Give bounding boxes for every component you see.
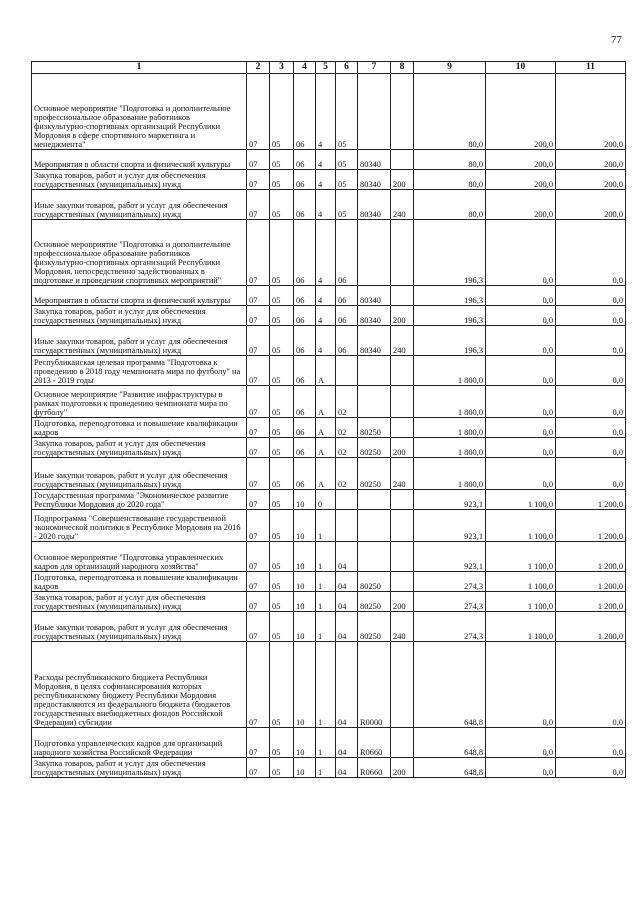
code-event: 06 <box>336 220 358 286</box>
code-direction: 80340 <box>358 150 391 170</box>
amount-year-1: 274,3 <box>414 572 486 592</box>
table-row <box>32 438 626 458</box>
amount-year-3: 1 200,0 <box>556 572 626 592</box>
amount-year-3: 0,0 <box>556 418 626 438</box>
amount-year-3: 200,0 <box>556 170 626 190</box>
code-ministry: 07 <box>247 758 270 778</box>
code-event: 05 <box>336 74 358 150</box>
amount-year-3: 0,0 <box>556 356 626 386</box>
code-program: 1 <box>316 728 336 758</box>
code-section: 05 <box>270 326 294 356</box>
code-section: 05 <box>270 728 294 758</box>
amount-year-2: 1 100,0 <box>486 510 556 542</box>
row-name: Мероприятия в области спорта и физической культуры <box>32 150 247 170</box>
amount-year-1: 1 800,0 <box>414 356 486 386</box>
amount-year-2: 0,0 <box>486 728 556 758</box>
amount-year-3: 200,0 <box>556 150 626 170</box>
code-direction: 80340 <box>358 306 391 326</box>
code-direction <box>358 510 391 542</box>
code-program: 1 <box>316 612 336 642</box>
code-program: 4 <box>316 190 336 220</box>
code-ministry: 07 <box>247 510 270 542</box>
amount-year-2: 0,0 <box>486 458 556 490</box>
code-section: 05 <box>270 220 294 286</box>
code-ministry: 07 <box>247 326 270 356</box>
col-header: 8 <box>391 62 414 74</box>
row-name: Закупка товаров, работ и услуг для обеспечения государственных (муниципальных) нужд <box>32 592 247 612</box>
amount-year-3: 0,0 <box>556 642 626 728</box>
code-subsection: 06 <box>294 306 316 326</box>
code-subsection: 06 <box>294 220 316 286</box>
amount-year-3: 1 200,0 <box>556 612 626 642</box>
code-program: 1 <box>316 542 336 572</box>
amount-year-3: 0,0 <box>556 286 626 306</box>
code-event: 05 <box>336 170 358 190</box>
code-ministry: 07 <box>247 572 270 592</box>
row-name: Подготовка управленческих кадров для организаций народного хозяйства Российской Федерации <box>32 728 247 758</box>
amount-year-1: 1 800,0 <box>414 386 486 418</box>
code-expense-type <box>391 150 414 170</box>
code-expense-type <box>391 542 414 572</box>
amount-year-1: 80,0 <box>414 74 486 150</box>
amount-year-2: 1 100,0 <box>486 592 556 612</box>
code-expense-type <box>391 642 414 728</box>
code-subsection: 06 <box>294 356 316 386</box>
row-name: Подготовка, переподготовка и повышение квалификации кадров <box>32 418 247 438</box>
table-body <box>32 74 626 778</box>
code-direction <box>358 490 391 510</box>
code-section: 05 <box>270 190 294 220</box>
code-subsection: 06 <box>294 326 316 356</box>
table-row <box>32 220 626 286</box>
code-ministry: 07 <box>247 170 270 190</box>
amount-year-2: 200,0 <box>486 150 556 170</box>
code-ministry: 07 <box>247 728 270 758</box>
code-expense-type: 200 <box>391 758 414 778</box>
amount-year-1: 923,1 <box>414 490 486 510</box>
code-ministry: 07 <box>247 220 270 286</box>
code-section: 05 <box>270 418 294 438</box>
table-row <box>32 758 626 778</box>
amount-year-2: 1 100,0 <box>486 490 556 510</box>
table-row <box>32 326 626 356</box>
code-expense-type <box>391 418 414 438</box>
amount-year-1: 196,3 <box>414 286 486 306</box>
row-name: Иные закупки товаров, работ и услуг для обеспечения государственных (муниципальных) нужд <box>32 458 247 490</box>
table-row <box>32 572 626 592</box>
code-program: 4 <box>316 220 336 286</box>
code-subsection: 06 <box>294 74 316 150</box>
amount-year-1: 196,3 <box>414 306 486 326</box>
code-event: 02 <box>336 438 358 458</box>
code-expense-type: 200 <box>391 438 414 458</box>
amount-year-2: 200,0 <box>486 170 556 190</box>
code-direction: 80250 <box>358 592 391 612</box>
code-program: А <box>316 458 336 490</box>
code-subsection: 10 <box>294 728 316 758</box>
table-row <box>32 74 626 150</box>
code-event: 04 <box>336 758 358 778</box>
code-event: 05 <box>336 150 358 170</box>
code-expense-type: 240 <box>391 458 414 490</box>
code-program: А <box>316 386 336 418</box>
amount-year-1: 648,8 <box>414 728 486 758</box>
code-subsection: 10 <box>294 612 316 642</box>
code-subsection: 06 <box>294 286 316 306</box>
table-row <box>32 306 626 326</box>
amount-year-1: 923,1 <box>414 510 486 542</box>
amount-year-2: 0,0 <box>486 326 556 356</box>
col-header: 6 <box>336 62 358 74</box>
code-subsection: 06 <box>294 438 316 458</box>
code-expense-type: 200 <box>391 306 414 326</box>
code-event <box>336 510 358 542</box>
row-name: Закупка товаров, работ и услуг для обеспечения государственных (муниципальных) нужд <box>32 170 247 190</box>
row-name: Государственная программа "Экономическое развитие Республики Мордовия до 2020 года" <box>32 490 247 510</box>
code-ministry: 07 <box>247 150 270 170</box>
table-row <box>32 642 626 728</box>
code-event: 04 <box>336 592 358 612</box>
code-expense-type <box>391 572 414 592</box>
code-expense-type <box>391 74 414 150</box>
code-ministry: 07 <box>247 592 270 612</box>
amount-year-3: 0,0 <box>556 438 626 458</box>
table-row <box>32 490 626 510</box>
code-subsection: 10 <box>294 510 316 542</box>
row-name: Иные закупки товаров, работ и услуг для обеспечения государственных (муниципальных) нужд <box>32 190 247 220</box>
table-row <box>32 150 626 170</box>
amount-year-3: 1 200,0 <box>556 510 626 542</box>
code-subsection: 06 <box>294 418 316 438</box>
code-section: 05 <box>270 612 294 642</box>
code-program: 1 <box>316 642 336 728</box>
code-ministry: 07 <box>247 642 270 728</box>
amount-year-1: 648,8 <box>414 642 486 728</box>
code-event: 02 <box>336 458 358 490</box>
code-expense-type <box>391 220 414 286</box>
code-direction <box>358 220 391 286</box>
code-expense-type <box>391 728 414 758</box>
row-name: Подготовка, переподготовка и повышение квалификации кадров <box>32 572 247 592</box>
amount-year-2: 200,0 <box>486 190 556 220</box>
amount-year-3: 0,0 <box>556 306 626 326</box>
code-direction: R0660 <box>358 758 391 778</box>
table-row <box>32 286 626 306</box>
code-section: 05 <box>270 170 294 190</box>
code-expense-type <box>391 286 414 306</box>
code-subsection: 10 <box>294 542 316 572</box>
code-program: 4 <box>316 306 336 326</box>
code-ministry: 07 <box>247 74 270 150</box>
amount-year-1: 1 800,0 <box>414 458 486 490</box>
code-subsection: 10 <box>294 490 316 510</box>
amount-year-2: 200,0 <box>486 74 556 150</box>
code-section: 05 <box>270 592 294 612</box>
code-ministry: 07 <box>247 386 270 418</box>
amount-year-3: 0,0 <box>556 728 626 758</box>
code-section: 05 <box>270 386 294 418</box>
code-event: 04 <box>336 542 358 572</box>
row-name: Закупка товаров, работ и услуг для обеспечения государственных (муниципальных) нужд <box>32 758 247 778</box>
code-subsection: 10 <box>294 572 316 592</box>
code-expense-type: 240 <box>391 612 414 642</box>
code-event: 06 <box>336 286 358 306</box>
code-subsection: 06 <box>294 190 316 220</box>
code-direction <box>358 74 391 150</box>
amount-year-3: 1 200,0 <box>556 490 626 510</box>
amount-year-1: 80,0 <box>414 170 486 190</box>
code-expense-type: 200 <box>391 170 414 190</box>
code-ministry: 07 <box>247 356 270 386</box>
code-ministry: 07 <box>247 306 270 326</box>
row-name: Иные закупки товаров, работ и услуг для обеспечения государственных (муниципальных) нужд <box>32 326 247 356</box>
code-ministry: 07 <box>247 458 270 490</box>
code-expense-type: 200 <box>391 592 414 612</box>
amount-year-1: 1 800,0 <box>414 438 486 458</box>
code-event <box>336 490 358 510</box>
code-program: 4 <box>316 170 336 190</box>
amount-year-1: 196,3 <box>414 326 486 356</box>
code-expense-type: 240 <box>391 326 414 356</box>
code-subsection: 06 <box>294 150 316 170</box>
code-direction: R0000 <box>358 642 391 728</box>
col-header: 7 <box>358 62 391 74</box>
code-direction: 80250 <box>358 438 391 458</box>
row-name: Основное мероприятие "Подготовка и дополнительное профессиональное образование работников физкультурно-спортивных организаций Республики Мордовия в сфере спортивного маркетинга и менеджмента" <box>32 74 247 150</box>
code-event: 04 <box>336 728 358 758</box>
amount-year-3: 1 200,0 <box>556 542 626 572</box>
code-section: 05 <box>270 458 294 490</box>
col-header: 11 <box>556 62 626 74</box>
code-section: 05 <box>270 542 294 572</box>
code-section: 05 <box>270 356 294 386</box>
amount-year-2: 0,0 <box>486 642 556 728</box>
code-subsection: 06 <box>294 170 316 190</box>
table-row <box>32 386 626 418</box>
code-section: 05 <box>270 642 294 728</box>
code-ministry: 07 <box>247 490 270 510</box>
code-section: 05 <box>270 74 294 150</box>
col-header: 10 <box>486 62 556 74</box>
code-direction <box>358 542 391 572</box>
code-program: 4 <box>316 74 336 150</box>
code-event: 06 <box>336 306 358 326</box>
row-name: Закупка товаров, работ и услуг для обеспечения государственных (муниципальных) нужд <box>32 306 247 326</box>
col-header: 3 <box>270 62 294 74</box>
code-event: 02 <box>336 418 358 438</box>
code-section: 05 <box>270 510 294 542</box>
amount-year-3: 0,0 <box>556 758 626 778</box>
code-expense-type <box>391 490 414 510</box>
col-header: 4 <box>294 62 316 74</box>
amount-year-3: 0,0 <box>556 458 626 490</box>
code-expense-type <box>391 510 414 542</box>
code-event: 02 <box>336 386 358 418</box>
code-subsection: 10 <box>294 642 316 728</box>
code-event: 04 <box>336 612 358 642</box>
code-direction: R0660 <box>358 728 391 758</box>
row-name: Иные закупки товаров, работ и услуг для обеспечения государственных (муниципальных) нужд <box>32 612 247 642</box>
amount-year-2: 0,0 <box>486 438 556 458</box>
code-program: 4 <box>316 286 336 306</box>
table-row <box>32 542 626 572</box>
amount-year-2: 0,0 <box>486 356 556 386</box>
amount-year-2: 0,0 <box>486 306 556 326</box>
header-row <box>32 62 626 74</box>
amount-year-3: 0,0 <box>556 326 626 356</box>
code-direction: 80250 <box>358 612 391 642</box>
code-ministry: 07 <box>247 438 270 458</box>
code-ministry: 07 <box>247 190 270 220</box>
code-ministry: 07 <box>247 286 270 306</box>
code-event <box>336 356 358 386</box>
code-program: А <box>316 438 336 458</box>
amount-year-2: 1 100,0 <box>486 612 556 642</box>
code-section: 05 <box>270 306 294 326</box>
code-direction: 80340 <box>358 170 391 190</box>
code-ministry: 07 <box>247 542 270 572</box>
row-name: Закупка товаров, работ и услуг для обеспечения государственных (муниципальных) нужд <box>32 438 247 458</box>
table-row <box>32 458 626 490</box>
amount-year-3: 1 200,0 <box>556 592 626 612</box>
row-name: Основное мероприятие "Развитие инфраструктуры в рамках подготовки к проведению чемпионата мира по футболу" <box>32 386 247 418</box>
col-header: 2 <box>247 62 270 74</box>
table-row <box>32 728 626 758</box>
col-header: 5 <box>316 62 336 74</box>
table-row <box>32 418 626 438</box>
code-section: 05 <box>270 438 294 458</box>
code-direction: 80340 <box>358 326 391 356</box>
code-direction <box>358 386 391 418</box>
row-name: Республиканская целевая программа "Подготовка к проведению в 2018 году чемпионата мира по футболу" на 2013 - 2019 годы <box>32 356 247 386</box>
amount-year-3: 0,0 <box>556 386 626 418</box>
code-expense-type: 240 <box>391 190 414 220</box>
code-direction: 80340 <box>358 190 391 220</box>
code-ministry: 07 <box>247 612 270 642</box>
amount-year-1: 274,3 <box>414 592 486 612</box>
amount-year-3: 200,0 <box>556 74 626 150</box>
code-section: 05 <box>270 150 294 170</box>
code-direction: 80250 <box>358 458 391 490</box>
code-section: 05 <box>270 572 294 592</box>
code-event: 05 <box>336 190 358 220</box>
code-program: 1 <box>316 572 336 592</box>
code-section: 05 <box>270 286 294 306</box>
code-subsection: 10 <box>294 592 316 612</box>
page-number: 77 <box>611 34 622 46</box>
table-row <box>32 356 626 386</box>
amount-year-3: 200,0 <box>556 190 626 220</box>
code-subsection: 06 <box>294 386 316 418</box>
amount-year-2: 0,0 <box>486 286 556 306</box>
code-ministry: 07 <box>247 418 270 438</box>
amount-year-1: 648,8 <box>414 758 486 778</box>
amount-year-1: 196,3 <box>414 220 486 286</box>
code-direction: 80250 <box>358 418 391 438</box>
table-row <box>32 170 626 190</box>
amount-year-2: 1 100,0 <box>486 572 556 592</box>
amount-year-1: 80,0 <box>414 150 486 170</box>
code-program: 4 <box>316 326 336 356</box>
col-header: 1 <box>32 62 247 74</box>
row-name: Мероприятия в области спорта и физической культуры <box>32 286 247 306</box>
code-program: 1 <box>316 510 336 542</box>
code-subsection: 10 <box>294 758 316 778</box>
code-direction: 80340 <box>358 286 391 306</box>
code-event: 04 <box>336 572 358 592</box>
code-program: 0 <box>316 490 336 510</box>
amount-year-1: 274,3 <box>414 612 486 642</box>
amount-year-2: 1 100,0 <box>486 542 556 572</box>
table-row <box>32 612 626 642</box>
code-subsection: 06 <box>294 458 316 490</box>
amount-year-2: 0,0 <box>486 418 556 438</box>
budget-table <box>31 61 626 778</box>
code-direction: 80250 <box>358 572 391 592</box>
row-name: Подпрограмма "Совершенствование государственной экономической политики в Республике Мордовия на 2016 - 2020 годы" <box>32 510 247 542</box>
amount-year-1: 923,1 <box>414 542 486 572</box>
code-section: 05 <box>270 490 294 510</box>
amount-year-1: 80,0 <box>414 190 486 220</box>
code-event: 06 <box>336 326 358 356</box>
code-program: А <box>316 418 336 438</box>
code-program: 4 <box>316 150 336 170</box>
code-event: 04 <box>336 642 358 728</box>
code-program: 1 <box>316 758 336 778</box>
table-row <box>32 510 626 542</box>
code-expense-type <box>391 386 414 418</box>
code-program: 1 <box>316 592 336 612</box>
amount-year-2: 0,0 <box>486 758 556 778</box>
row-name: Основное мероприятие "Подготовка и дополнительное профессиональное образование работников физкультурно-спортивных организаций Республики Мордовия, непосредственно задействованных в подготовке и проведении спортивных мероприятий" <box>32 220 247 286</box>
amount-year-1: 1 800,0 <box>414 418 486 438</box>
row-name: Основное мероприятие "Подготовка управленческих кадров для организаций народного хозяйства" <box>32 542 247 572</box>
amount-year-2: 0,0 <box>486 386 556 418</box>
code-section: 05 <box>270 758 294 778</box>
amount-year-3: 0,0 <box>556 220 626 286</box>
code-expense-type <box>391 356 414 386</box>
table-row <box>32 592 626 612</box>
col-header: 9 <box>414 62 486 74</box>
table-row <box>32 190 626 220</box>
code-direction <box>358 356 391 386</box>
amount-year-2: 0,0 <box>486 220 556 286</box>
code-program: А <box>316 356 336 386</box>
row-name: Расходы республиканского бюджета Республики Мордовия, в целях софинансирования которых республиканскому бюджету Республики Мордовия предоставляются из федерального бюджета (бюджетов государственных внебюджетных фондов Российской Федерации) субсидии <box>32 642 247 728</box>
